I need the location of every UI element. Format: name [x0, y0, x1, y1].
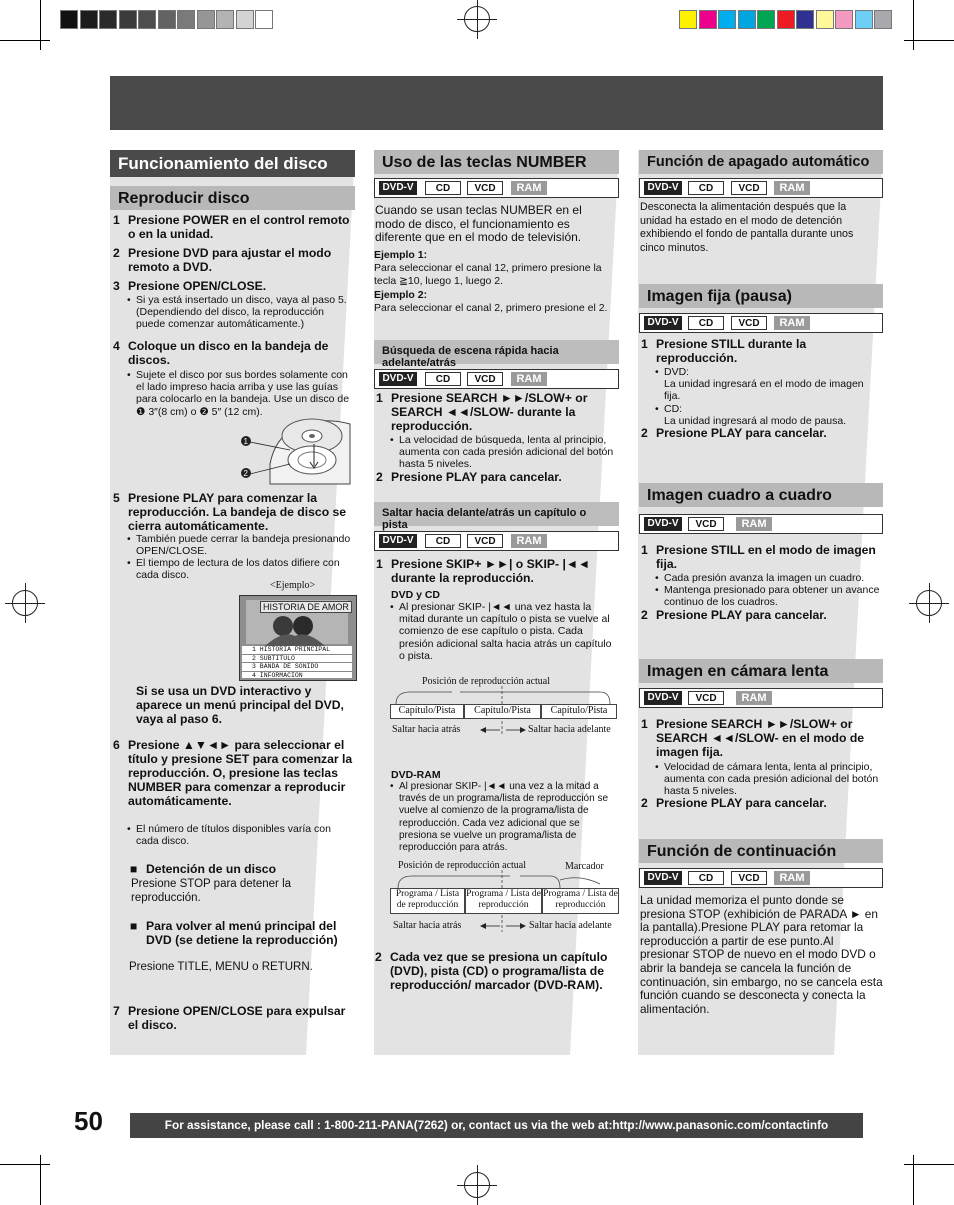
resume-text: La unidad memoriza el punto donde se presiona STOP (exhibición de PARADA ► en la pantalla).Presione PLAY para retomar la reproducción a partir de ese punto.Al presionar STOP de nuevo en el modo DVD o abrir la bandeja se cancela la función de continuación, sin embargo, no se cancela esta función cuando se desconecta y conecta la alimentación.	[640, 893, 883, 1016]
badge-cd: CD	[688, 316, 724, 330]
gray-swatch	[158, 10, 176, 29]
badge-dvd-v: DVD-V	[644, 691, 682, 705]
badge-vcd: VCD	[467, 181, 503, 195]
badge-dvd-v: DVD-V	[379, 372, 417, 386]
badge-cd: CD	[688, 181, 724, 195]
badge-vcd: VCD	[467, 372, 503, 386]
badge-dvd-v: DVD-V	[644, 181, 682, 195]
badge-ram: RAM	[774, 316, 810, 330]
svg-text:1: 1	[243, 437, 248, 446]
badge-ram: RAM	[511, 534, 547, 548]
chapter-cell-3: Capítulo/Pista	[541, 704, 617, 719]
badge-cd: CD	[425, 534, 461, 548]
menu-item-1: 1 HISTORIA PRINCIPAL	[242, 646, 352, 655]
dvd-cd-note: • Al presionar SKIP- |◄◄ una vez hasta la mitad durante un capítulo o pista se vuelve al comienzo de ese capítulo o pista. Cada presión adicional salta hacia atrás un capítulo o pista.	[390, 601, 612, 662]
slow-step-2: 2 Presione PLAY para cancelar.	[641, 796, 827, 810]
still-disc-badges	[639, 313, 883, 333]
skip-disc-badges	[374, 531, 619, 551]
diagram-2-back-label: Saltar hacia atrás	[393, 920, 462, 931]
gray-swatch	[99, 10, 117, 29]
badge-ram: RAM	[774, 871, 810, 885]
section-title-number-keys: Uso de las teclas NUMBER	[374, 150, 619, 174]
skip-heading: Saltar hacia delante/atrás un capítulo o pista	[374, 502, 619, 526]
badge-ram: RAM	[511, 181, 547, 195]
page-number: 50	[74, 1106, 103, 1136]
step-6-note: • El número de títulos disponibles varía con cada disco.	[127, 823, 331, 848]
skip-step-2: 2 Cada vez que se presiona un capítulo (DVD), pista (CD) o programa/lista de reproducción/ marcador (DVD-RAM).	[375, 950, 608, 992]
slow-note: • Velocidad de cámara lenta, lenta al principio, aumenta con cada presión adicional del botón hasta 5 niveles.	[655, 761, 879, 798]
still-step-1: 1 Presione STILL durante la reproducción.	[641, 337, 807, 365]
badge-ram: RAM	[511, 372, 547, 386]
registration-mark-bottom	[464, 1172, 490, 1198]
color-swatch	[796, 10, 814, 29]
resume-disc-badges	[639, 868, 883, 888]
diagram-1-forward-label: Saltar hacia adelante	[528, 724, 611, 735]
diagram-1-back-label: Saltar hacia atrás	[392, 724, 461, 735]
search-step-1: 1 Presione SEARCH ►►/SLOW+ or SEARCH ◄◄/SLOW- durante la reproducción.	[376, 391, 588, 433]
example-1-label: Ejemplo 1:	[374, 249, 428, 261]
stop-text: Presione STOP para detener la reproducción.	[131, 878, 292, 904]
badge-dvd-v: DVD-V	[644, 517, 682, 531]
badge-dvd-v: DVD-V	[379, 181, 417, 195]
search-heading: Búsqueda de escena rápida hacia adelante/atrás	[374, 340, 619, 364]
diagram-2-position-label: Posición de reproducción actual	[398, 860, 527, 871]
frame-step-2: 2 Presione PLAY para cancelar.	[641, 608, 827, 622]
section-title-frame: Imagen cuadro a cuadro	[639, 483, 883, 507]
gray-swatch	[216, 10, 234, 29]
color-swatch	[855, 10, 873, 29]
badge-vcd: VCD	[731, 181, 767, 195]
example-label: <Ejemplo>	[270, 580, 316, 591]
number-1-icon: ❶	[136, 405, 146, 418]
color-swatch	[777, 10, 795, 29]
gray-swatch	[80, 10, 98, 29]
dvd-ram-label: DVD-RAM	[391, 769, 441, 781]
svg-text:2: 2	[243, 469, 248, 478]
program-cell-1: Programa / Lista de reproducción	[390, 888, 465, 914]
gray-swatch	[236, 10, 254, 29]
registration-mark-top	[464, 6, 490, 32]
badge-dvd-v: DVD-V	[379, 534, 417, 548]
gray-swatch	[138, 10, 156, 29]
color-swatch	[757, 10, 775, 29]
color-swatch	[816, 10, 834, 29]
menu-item-2: 2 SUBTITULO	[242, 655, 352, 664]
color-swatch	[738, 10, 756, 29]
registration-mark-left	[12, 590, 38, 616]
gray-swatch	[119, 10, 137, 29]
frame-note-1: • Cada presión avanza la imagen un cuadro.	[655, 572, 865, 584]
menu-return-heading: ■ Para volver al menú principal del DVD (se detiene la reproducción)	[130, 919, 338, 947]
step-3: 3 Presione OPEN/CLOSE.	[113, 279, 267, 293]
auto-off-disc-badges	[639, 178, 883, 198]
color-swatch	[874, 10, 892, 29]
header-band	[110, 76, 883, 130]
step-7: 7 Presione OPEN/CLOSE para expulsar el disco.	[113, 1004, 346, 1032]
badge-vcd: VCD	[688, 691, 724, 705]
still-step-2: 2 Presione PLAY para cancelar.	[641, 426, 827, 440]
gray-swatch	[177, 10, 195, 29]
badge-cd: CD	[688, 871, 724, 885]
program-cell-3: Programa / Lista de reproducción	[542, 888, 619, 914]
step-5-note-1: • También puede cerrar la bandeja presionando OPEN/CLOSE.	[127, 533, 351, 558]
badge-vcd: VCD	[731, 871, 767, 885]
step-6: 6 Presione ▲▼◄► para seleccionar el título y presione SET para comenzar la reproducción. O, presione las teclas NUMBER para comenzar a reproducir automáticamente.	[113, 738, 353, 808]
search-step-2: 2 Presione PLAY para cancelar.	[376, 470, 562, 484]
dvd-menu-screen-illustration	[239, 595, 357, 681]
dvd-ram-note: • Al presionar SKIP- |◄◄ una vez a la mitad a través de un programa/lista de reproducción se vuelve al comienzo de la programa/lista de reproducción. Cada vez adicional que se presiona se vuelve un programa/lista de reproducción para atrás.	[390, 781, 609, 854]
section-title-resume: Función de continuación	[639, 839, 883, 863]
search-step-1-note: • La velocidad de búsqueda, lenta al principio, aumenta con cada presión adicional del botón hasta 5 niveles.	[390, 434, 614, 471]
slow-step-1: 1 Presione SEARCH ►►/SLOW+ or SEARCH ◄◄/SLOW- en el modo de imagen fija.	[641, 717, 865, 759]
frame-step-1: 1 Presione STILL en el modo de imagen fija.	[641, 543, 876, 571]
skip-step-1: 1 Presione SKIP+ ►►| o SKIP- |◄◄ durante la reproducción.	[376, 557, 590, 585]
badge-vcd: VCD	[467, 534, 503, 548]
stop-heading: ■ Detención de un disco	[130, 862, 277, 876]
gray-swatch	[255, 10, 273, 29]
footer-assistance-text: For assistance, please call : 1-800-211-PANA(7262) or, contact us via the web at:http://www.panasonic.com/contactinfo	[164, 1118, 829, 1132]
badge-ram: RAM	[736, 691, 772, 705]
menu-item-3: 3 BANDA DE SONIDO	[242, 663, 352, 672]
badge-cd: CD	[425, 181, 461, 195]
subsection-title-reproducir: Reproducir disco	[110, 186, 355, 210]
step-1: 1 Presione POWER en el control remoto o en la unidad.	[113, 213, 350, 241]
example-2-label: Ejemplo 2:	[374, 289, 428, 301]
section-title-slow: Imagen en cámara lenta	[639, 659, 883, 683]
badge-ram: RAM	[774, 181, 810, 195]
registration-mark-right	[916, 590, 942, 616]
menu-item-4: 4 INFORMACION	[252, 671, 303, 679]
color-swatch	[699, 10, 717, 29]
number-keys-intro: Cuando se usan teclas NUMBER en el modo de disco, el funcionamiento es diferente que en el modo de televisión.	[375, 203, 582, 244]
diagram-2-marker-label: Marcador	[565, 861, 604, 872]
section-title-funcionamiento: Funcionamiento del disco	[110, 150, 355, 177]
color-swatch	[679, 10, 697, 29]
color-swatch	[835, 10, 853, 29]
section-title-still: Imagen fija (pausa)	[639, 284, 883, 308]
program-cell-2: Programa / Lista de reproducción	[465, 888, 542, 914]
step-2: 2 Presione DVD para ajustar el modo remoto a DVD.	[113, 246, 332, 274]
dvd-cd-label: DVD y CD	[391, 589, 441, 601]
menu-return-text: Presione TITLE, MENU o RETURN.	[129, 961, 313, 973]
badge-vcd: VCD	[688, 517, 724, 531]
frame-disc-badges	[639, 514, 883, 534]
chapter-cell-2: Capítulo/Pista	[464, 704, 541, 719]
example-1-text: Para seleccionar el canal 12, primero presione la tecla ≧10, luego 1, luego 2.	[374, 262, 602, 287]
gray-swatch	[60, 10, 78, 29]
step-5: 5 Presione PLAY para comenzar la reproducción. La bandeja de disco se cierra automáticamente.	[113, 491, 347, 533]
diagram-2-forward-label: Saltar hacia adelante	[529, 920, 612, 931]
badge-ram: RAM	[736, 517, 772, 531]
chapter-cell-1: Capítulo/Pista	[390, 704, 464, 719]
auto-off-text: Desconecta la alimentación después que la unidad ha estado en el modo de detención exhibiendo el fondo de pantalla durante unos cinco minutos.	[640, 201, 854, 254]
badge-dvd-v: DVD-V	[644, 871, 682, 885]
step-4: 4 Coloque un disco en la bandeja de discos.	[113, 339, 329, 367]
step-5-note-2: • El tiempo de lectura de los datos difiere con cada disco.	[127, 557, 340, 582]
section-title-auto-power-off: Función de apagado automático	[639, 150, 883, 174]
disc-tray-illustration	[240, 414, 355, 494]
slow-disc-badges	[639, 688, 883, 708]
menu-title: HISTORIA DE AMOR	[260, 601, 352, 613]
color-swatch	[718, 10, 736, 29]
step-3-note: • Si ya está insertado un disco, vaya al paso 5. (Dependiendo del disco, la reproducción puede comenzar automáticamente.)	[127, 294, 347, 331]
diagram-1-position-label: Posición de reproducción actual	[422, 676, 551, 687]
badge-cd: CD	[425, 372, 461, 386]
still-note-dvd: • DVD: La unidad ingresará en el modo de imagen fija.	[655, 366, 864, 403]
badge-dvd-v: DVD-V	[644, 316, 682, 330]
disc-type-badges	[374, 178, 619, 198]
example-2-text: Para seleccionar el canal 2, primero presione el 2.	[374, 302, 608, 314]
number-2-icon: ❷	[199, 405, 209, 418]
gray-swatch	[197, 10, 215, 29]
still-note-cd: • CD: La unidad ingresará al modo de pausa.	[655, 403, 847, 428]
frame-note-2: • Mantenga presionado para obtener un avance continuo de los cuadros.	[655, 584, 880, 609]
interactive-dvd-note: Si se usa un DVD interactivo y aparece un menú principal del DVD, vaya al paso 6.	[136, 684, 344, 726]
badge-vcd: VCD	[731, 316, 767, 330]
step-4-note: • Sujete el disco por sus bordes solamente con el lado impreso hacia arriba y use las guías para colocarlo en la bandeja. Use un disco de ❶ 3″(8 cm) o ❷ 5″ (12 cm).	[127, 369, 350, 418]
search-disc-badges	[374, 369, 619, 389]
